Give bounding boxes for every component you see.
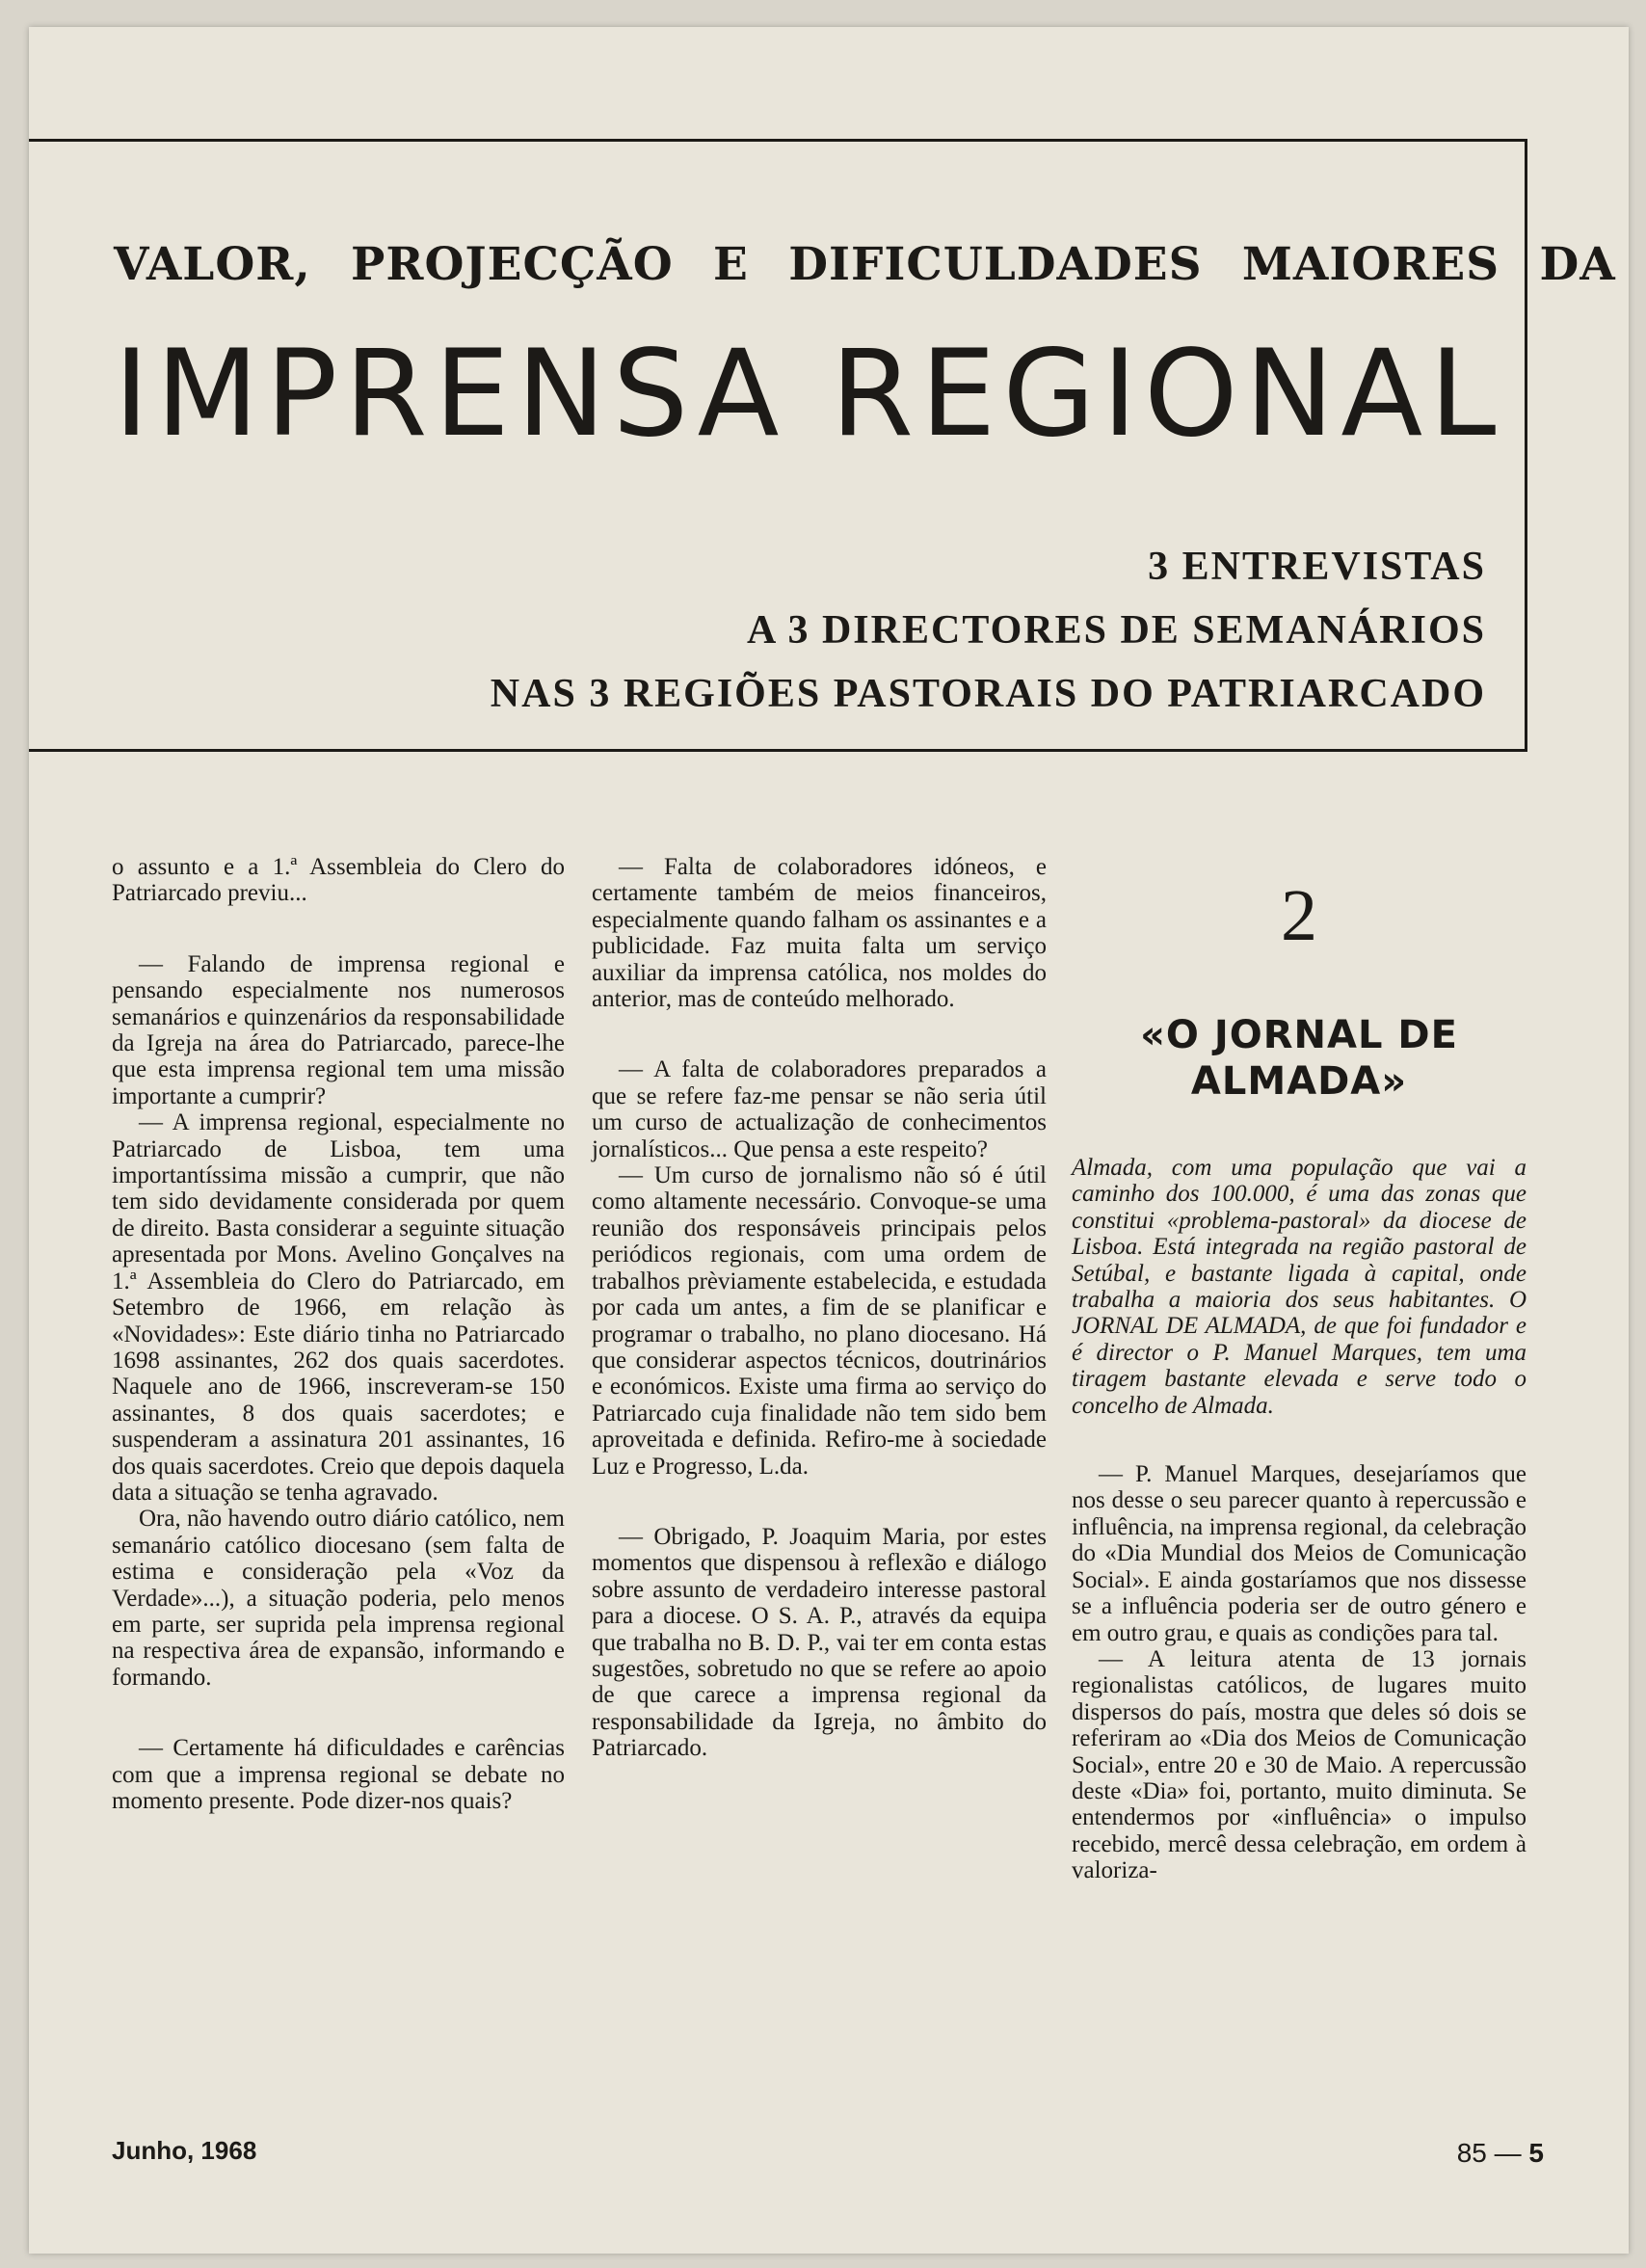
answer-paragraph: — A imprensa regional, especialmente no Patriarcado de Lisboa, tem uma importantíssima missão a cumprir, que não tem sido devidamente considerada por quem de direito. Basta considerar a seguinte situação apresentada por Mons. Avelino Gonçalves na 1.ª Assembleia do Clero do Patriarcado, em Setembro de 1966, em relação às «Novidades»: Este diário tinha no Patriarcado 1698 assinantes, 262 dos quais sacerdotes. Naquele ano de 1966, inscreveram-se 150 assinantes, 8 dos quais sacerdotes; e suspenderam a assinatura 201 assinantes, 16 dos quais sacerdotes. Creio que depois daquela data a situação se tenha agravado. — [112, 1109, 566, 1506]
question-paragraph: — A falta de colaboradores preparados a que se refere faz-me pensar se não seria útil um curso de actualização de conhecimentos jornalísticos... Que pensa a este respeito? — [592, 1056, 1047, 1162]
page-number — [1457, 2138, 1544, 2169]
issue-date: Junho, 1968 — [112, 2136, 257, 2165]
question-paragraph: — P. Manuel Marques, desejaríamos que nos desse o seu parecer quanto à repercussão e influência, na imprensa regional, da celebração do «Dia Mundial dos Meios de Comunicação Social». E ainda gostaríamos que nos dissesse se a influência poderia ser de outro género e em outro grau, e quais as condições para tal. — [1072, 1461, 1527, 1646]
page-separator: — — [1494, 2138, 1522, 2168]
text-column-2 — [592, 854, 1047, 1762]
text-column-3 — [1072, 854, 1527, 1884]
subhead-line-3: NAS 3 REGIÕES PASTORAIS DO PATRIARCADO — [490, 672, 1486, 716]
subhead-line-1: 3 ENTREVISTAS — [1148, 545, 1486, 589]
subheading — [491, 535, 1486, 726]
interview-title — [1072, 1012, 1527, 1105]
question-paragraph: — Certamente há dificuldades e carências com que a imprensa regional se debate no momento presente. Pode dizer-nos quais? — [112, 1735, 565, 1814]
magazine-page — [29, 27, 1629, 2254]
closing-paragraph: — Obrigado, P. Joaquim Maria, por estes momentos que dispensou à reflexão e diálogo sobre assunto de verdadeiro interesse pastoral para a diocese. O S. A. P., através da equipa que trabalha no B. D. P., vai ter em conta estas sugestões, sobretudo no que se refere ao apoio de que carece a imprensa regional da responsabilidade da Igreja, no âmbito do Patriarcado. — [592, 1523, 1047, 1762]
title-frame — [29, 139, 1616, 752]
main-headline: IMPRENSA REGIONAL — [114, 325, 1503, 464]
answer-paragraph: — Falta de colaboradores idóneos, e certamente também de meios financeiros, especialmente quando falham os assinantes e a publicidade. Faz muita falta um serviço auxiliar da imprensa católica, nos moldes do anterior, mas de conteúdo melhorado. — [592, 854, 1047, 1013]
issue-number: 85 — [1456, 2138, 1487, 2168]
interview-title-line-1: «O JORNAL DE — [1140, 1013, 1458, 1057]
paragraph: Ora, não havendo outro diário católico, nem semanário católico diocesano (sem falta de estima e consideração pela «Voz da Verdade»...), a situação poderia, pelo menos em parte, ser suprida pela imprensa regional na respectiva área de expansão, informando e formando. — [112, 1506, 565, 1691]
interview-number: 2 — [1281, 875, 1317, 956]
question-paragraph: — Falando de imprensa regional e pensando especialmente nos numerosos semanários e quinzenários da responsabilidade da Igreja na área do Patriarcado, parece-lhe que esta imprensa regional tem uma missão importante a cumprir? — [112, 950, 565, 1109]
answer-paragraph: — Um curso de jornalismo não só é útil como altamente necessário. Convoque-se uma reunião dos responsáveis principais pelos periódicos regionais, com uma ordem de trabalhos prèviamente estabelecida, e estudada por cada um antes, a fim de se planificar e programar o trabalho, no plano diocesano. Há que considerar aspectos técnicos, doutrinários e económicos. Existe uma firma ao serviço do Patriarcado cuja finalidade não tem sido bem aproveitada e definida. Refiro-me à sociedade Luz e Progresso, L.da. — [592, 1162, 1047, 1480]
subhead-line-2: A 3 DIRECTORES DE SEMANÁRIOS — [746, 608, 1486, 653]
page-index: 5 — [1528, 2138, 1544, 2168]
intro-paragraph: Almada, com uma população que vai a caminho dos 100.000, é uma das zonas que constitui «problema-pastoral» da diocese de Lisboa. Está integrada na região pastoral de Setúbal, e bastante ligada à capital, onde trabalha a maioria dos seus habitantes. O JORNAL DE ALMADA, de que foi fundador e é director o P. Manuel Marques, tem uma tiragem bastante elevada e serve todo o concelho de Almada. — [1072, 1155, 1527, 1419]
kicker-heading: VALOR, PROJECÇÃO E DIFICULDADES MAIORES DA — [114, 238, 1616, 291]
answer-paragraph: — A leitura atenta de 13 jornais regionalistas católicos, de lugares muito dispersos do país, mostra que deles só dois se referiram ao «Dia dos Meios de Comunicação Social», entre 20 e 30 de Maio. A repercussão deste «Dia» foi, portanto, muito diminuta. Se entendermos por «influência» o impulso recebido, mercê dessa celebração, em ordem à valoriza- — [1072, 1645, 1527, 1884]
paragraph: o assunto e a 1.ª Assembleia do Clero do Patriarcado previu... — [112, 854, 565, 907]
text-column-1 — [112, 854, 565, 1814]
interview-title-line-2: ALMADA» — [1190, 1059, 1408, 1104]
